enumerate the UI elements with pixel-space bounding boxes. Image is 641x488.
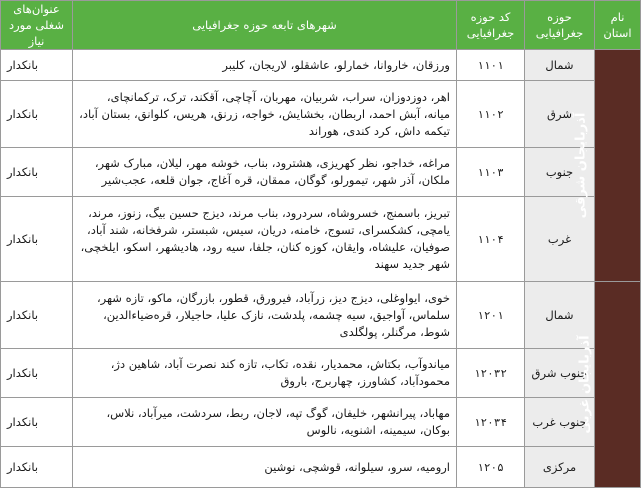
header-row <box>1 1 641 50</box>
region-cell: شرق <box>525 81 595 148</box>
job-cell: بانکدار <box>1 398 73 447</box>
code-cell: ۱۱۰۳ <box>457 148 525 197</box>
header-code: کد حوزه جغرافیایی <box>457 1 525 50</box>
job-cell: بانکدار <box>1 349 73 398</box>
job-cell: بانکدار <box>1 282 73 349</box>
job-cell: بانکدار <box>1 50 73 81</box>
code-cell: ۱۲۰۵ <box>457 447 525 488</box>
table-row <box>1 81 641 148</box>
table-row <box>1 197 641 282</box>
job-cell: بانکدار <box>1 148 73 197</box>
region-cell: شمال <box>525 282 595 349</box>
region-cell: جنوب غرب <box>525 398 595 447</box>
table-row <box>1 282 641 349</box>
table-row <box>1 447 641 488</box>
job-cell: بانکدار <box>1 81 73 148</box>
code-cell: ۱۱۰۲ <box>457 81 525 148</box>
code-cell: ۱۲۰۳۲ <box>457 349 525 398</box>
header-cities: شهرهای تابعه حوزه جغرافیایی <box>73 1 457 50</box>
cities-cell: تبریز، باسمنج، خسروشاه، سردرود، بناب مرند، دیزج حسین بیگ، زنوز، مرند، یامچی، کشکسرای، تسوج، خامنه، دریان، سیس، شبستر، شرفخانه، شند آباد، صوفیان، علیشاه، وایقان، کوزه کنان، جلفا، سیه رود، هادیشهر، اسکو، ایلخچی، شهر جدید سهند <box>73 197 457 282</box>
cities-cell: مهاباد، پیرانشهر، خلیفان، گوگ تپه، لاجان، ربط، سردشت، میرآباد، نلاس، بوکان، سیمینه، اشنویه، نالوس <box>73 398 457 447</box>
region-cell: جنوب شرق <box>525 349 595 398</box>
region-cell: مرکزی <box>525 447 595 488</box>
cities-cell: ارومیه، سرو، سیلوانه، قوشچی، نوشین <box>73 447 457 488</box>
code-cell: ۱۱۰۴ <box>457 197 525 282</box>
code-cell: ۱۲۰۱ <box>457 282 525 349</box>
header-job: عنوان‌های شغلی مورد نیاز <box>1 1 73 50</box>
region-cell: غرب <box>525 197 595 282</box>
province-cell <box>577 282 641 488</box>
cities-cell: ورزقان، خاروانا، خمارلو، عاشقلو، لاریجان، کلیبر <box>73 50 457 81</box>
code-cell: ۱۱۰۱ <box>457 50 525 81</box>
job-cell: بانکدار <box>1 447 73 488</box>
region-cell: شمال <box>525 50 595 81</box>
cities-cell: مراغه، خداجو، نظر کهریزی، هشترود، بناب، خوشه مهر، لیلان، مبارک شهر، ملکان، آذر شهر، تیمورلو، گوگان، ممقان، قره آغاج، جوان قلعه، عجب‌شیر <box>73 148 457 197</box>
province-name: آذربایجان شرقی <box>573 112 589 219</box>
header-province: نام استان <box>595 1 641 50</box>
cities-cell: اهر، دوزدوزان، سراب، شربیان، مهربان، آچاچی، آقکند، ترک، ترکمانچای، میانه، آبش احمد، اربطان، بخشایش، خواجه، زرنق، هریس، کلوانق، بستان آباد، تیکمه داش، کرد کندی، هوراند <box>73 81 457 148</box>
table-row <box>1 50 641 81</box>
province-cell <box>573 50 641 282</box>
code-cell: ۱۲۰۳۴ <box>457 398 525 447</box>
cities-cell: میاندوآب، بکتاش، محمدیار، نقده، تکاب، تازه کند نصرت آباد، شاهین دژ، محمودآباد، کشاورز، چهاربرج، باروق <box>73 349 457 398</box>
cities-cell: خوی، ایواوغلی، دیزج دیز، زرآباد، فیرورق، قطور، بازرگان، ماکو، تازه شهر، سلماس، آواجیق، سیه چشمه، پلدشت، نازک علیا، حاجیلار، قره‌ضیاءالدین، شوط، مرگنلر، پولگلدی <box>73 282 457 349</box>
header-region: حوزه جغرافیایی <box>525 1 595 50</box>
province-name: آذربایجان غربی <box>577 335 593 434</box>
job-cell: بانکدار <box>1 197 73 282</box>
table-row <box>1 398 641 447</box>
